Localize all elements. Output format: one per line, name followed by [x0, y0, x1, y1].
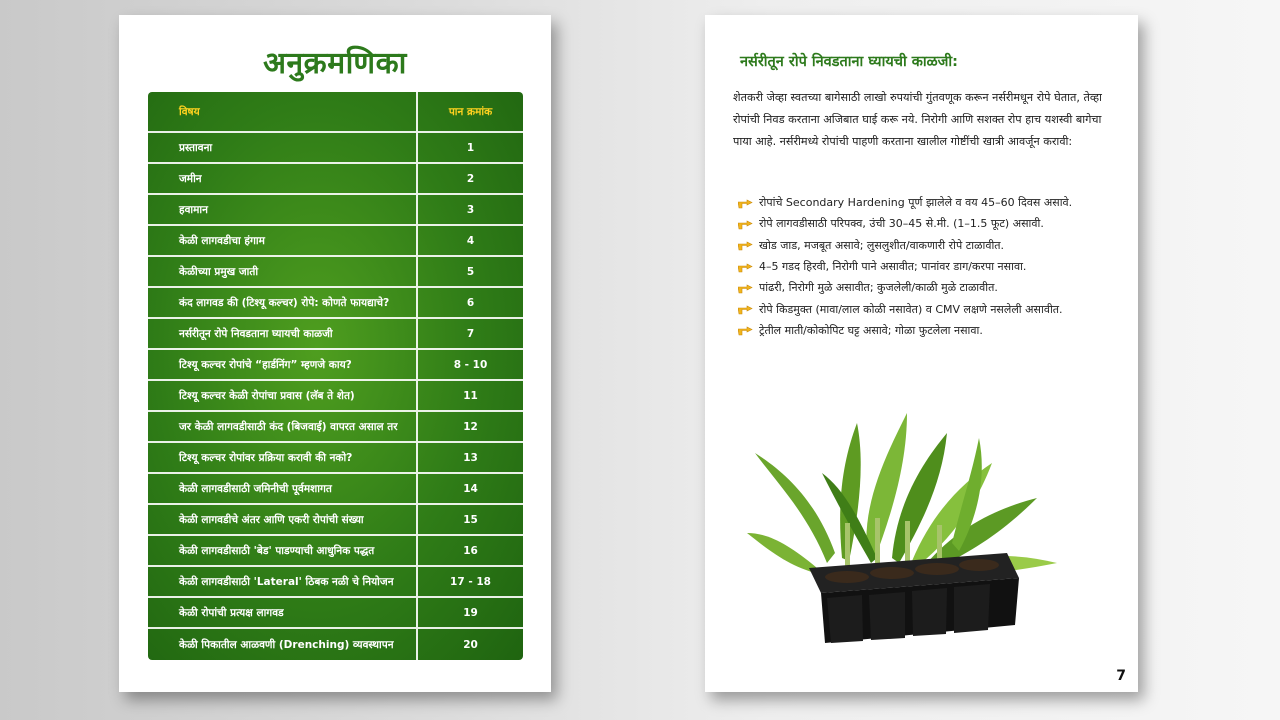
toc-topic: केळी लागवडीचा हंगाम — [148, 226, 418, 255]
toc-page-number: 17 - 18 — [450, 575, 491, 588]
toc-topic: टिश्यू कल्चर रोपांवर प्रक्रिया करावी की नको? — [148, 443, 418, 472]
right-page — [705, 15, 1138, 692]
toc-page-number: 6 — [466, 296, 475, 309]
checklist-item-text: पांढरी, निरोगी मुळे असावीत; कुजलेली/काळी मुळे टाळावीत. — [759, 281, 998, 295]
toc-row — [148, 629, 523, 660]
left-page — [119, 15, 551, 692]
toc-page-number: 13 — [463, 451, 478, 464]
toc-page-number: 3 — [466, 203, 475, 216]
checklist — [738, 192, 1118, 341]
toc-topic: केळी लागवडीचे अंतर आणि एकरी रोपांची संख्या — [148, 505, 418, 534]
toc-header-page: पान क्रमांक — [448, 105, 493, 118]
toc-row — [148, 319, 523, 350]
page-number: 7 — [1116, 668, 1126, 684]
toc-topic: टिश्यू कल्चर केळी रोपांचा प्रवास (लॅब ते शेत) — [148, 381, 418, 410]
checklist-item — [738, 277, 1118, 298]
toc-page-number: 15 — [463, 513, 478, 526]
toc-row — [148, 505, 523, 536]
toc-topic: नर्सरीतून रोपे निवडताना घ्यायची काळजी — [148, 319, 418, 348]
checklist-item — [738, 213, 1118, 234]
checklist-item — [738, 298, 1118, 319]
toc-page-number: 7 — [466, 327, 475, 340]
checklist-item-text: खोड जाड, मजबूत असावे; लुसलुशीत/वाकणारी रोपे टाळावीत. — [759, 238, 1005, 252]
checklist-item — [738, 256, 1118, 277]
toc-page-number: 20 — [463, 638, 478, 651]
checklist-item-text: रोपे किडमुक्त (मावा/लाल कोळी नसावेत) व CMV लक्षणे नसलेली असावीत. — [759, 302, 1063, 316]
toc-topic: टिश्यू कल्चर रोपांचे “हार्डनिंग” म्हणजे काय? — [148, 350, 418, 379]
pointing-hand-icon — [738, 261, 753, 273]
toc-header-topic: विषय — [148, 92, 418, 131]
checklist-item — [738, 235, 1118, 256]
pointing-hand-icon — [738, 218, 753, 230]
toc-page-number: 1 — [466, 141, 475, 154]
pointing-hand-icon — [738, 324, 753, 336]
banana-seedlings-tray-icon — [747, 393, 1067, 653]
pointing-hand-icon — [738, 282, 753, 294]
toc-page-number: 8 - 10 — [453, 358, 488, 371]
toc-row — [148, 381, 523, 412]
checklist-item — [738, 320, 1118, 341]
checklist-item-text: ट्रेतील माती/कोकोपिट घट्ट असावे; गोळा फुटलेला नसावा. — [759, 323, 983, 337]
banana-leaves-icon — [747, 413, 1057, 575]
toc-row — [148, 412, 523, 443]
toc-topic: जमीन — [148, 164, 418, 193]
toc-page-number: 19 — [463, 606, 478, 619]
toc-topic: केळी पिकातील आळवणी (Drenching) व्यवस्थापन — [148, 629, 418, 660]
toc-page-number: 12 — [463, 420, 478, 433]
toc-row — [148, 195, 523, 226]
toc-row — [148, 536, 523, 567]
toc-topic: केळी रोपांची प्रत्यक्ष लागवड — [148, 598, 418, 627]
toc-row — [148, 567, 523, 598]
checklist-item-text: रोपांचे Secondary Hardening पूर्ण झालेले व वय 45–60 दिवस असावे. — [759, 196, 1073, 210]
section-heading: नर्सरीतून रोपे निवडताना घ्यायची काळजी: — [740, 54, 958, 70]
toc-title: अनुक्रमणिका — [263, 46, 407, 81]
toc-topic: प्रस्तावना — [148, 133, 418, 162]
toc-row — [148, 598, 523, 629]
seedling-tray-icon — [809, 553, 1019, 643]
toc-topic: केळी लागवडीसाठी जमिनीची पूर्वमशागत — [148, 474, 418, 503]
toc-topic: कंद लागवड की (टिश्यू कल्चर) रोपे: कोणते फायद्याचे? — [148, 288, 418, 317]
checklist-item — [738, 192, 1118, 213]
toc-page-number: 14 — [463, 482, 478, 495]
toc-row — [148, 257, 523, 288]
toc-row — [148, 133, 523, 164]
intro-paragraph: शेतकरी जेव्हा स्वतच्या बागेसाठी लाखो रुपयांची गुंतवणूक करून नर्सरीमधून रोपे घेतात, तेव्हा रोपांची निवड करताना अजिबात घाई करू नये. निरोगी आणि सशक्त रोप हाच यशस्वी बागेचा पाया आहे. नर्सरीमध्ये रोपांची पाहणी करताना खालील गोष्टींची खात्री आवर्जून करावी: — [733, 91, 1102, 148]
checklist-item-text: 4–5 गडद हिरवी, निरोगी पाने असावीत; पानांवर डाग/करपा नसावा. — [759, 260, 1027, 274]
toc-row — [148, 350, 523, 381]
toc-page-number: 2 — [466, 172, 475, 185]
toc-row — [148, 164, 523, 195]
checklist-item-text: रोपे लागवडीसाठी परिपक्व, उंची 30–45 से.मी. (1–1.5 फूट) असावी. — [759, 217, 1044, 231]
toc-topic: केळी लागवडीसाठी 'बेड' पाडण्याची आधुनिक पद्धत — [148, 536, 418, 565]
toc-topic: हवामान — [148, 195, 418, 224]
toc-row — [148, 443, 523, 474]
toc-table — [148, 92, 523, 660]
toc-topic: केळीच्या प्रमुख जाती — [148, 257, 418, 286]
toc-page-number: 11 — [463, 389, 478, 402]
toc-page-number: 16 — [463, 544, 478, 557]
toc-row — [148, 288, 523, 319]
toc-header-row — [148, 92, 523, 133]
toc-row — [148, 474, 523, 505]
toc-page-number: 5 — [466, 265, 475, 278]
toc-topic: जर केळी लागवडीसाठी कंद (बिजवाई) वापरत असाल तर — [148, 412, 418, 441]
toc-page-number: 4 — [466, 234, 475, 247]
pointing-hand-icon — [738, 303, 753, 315]
toc-row — [148, 226, 523, 257]
toc-topic: केळी लागवडीसाठी 'Lateral' ठिबक नळी चे नियोजन — [148, 567, 418, 596]
pointing-hand-icon — [738, 239, 753, 251]
pointing-hand-icon — [738, 197, 753, 209]
